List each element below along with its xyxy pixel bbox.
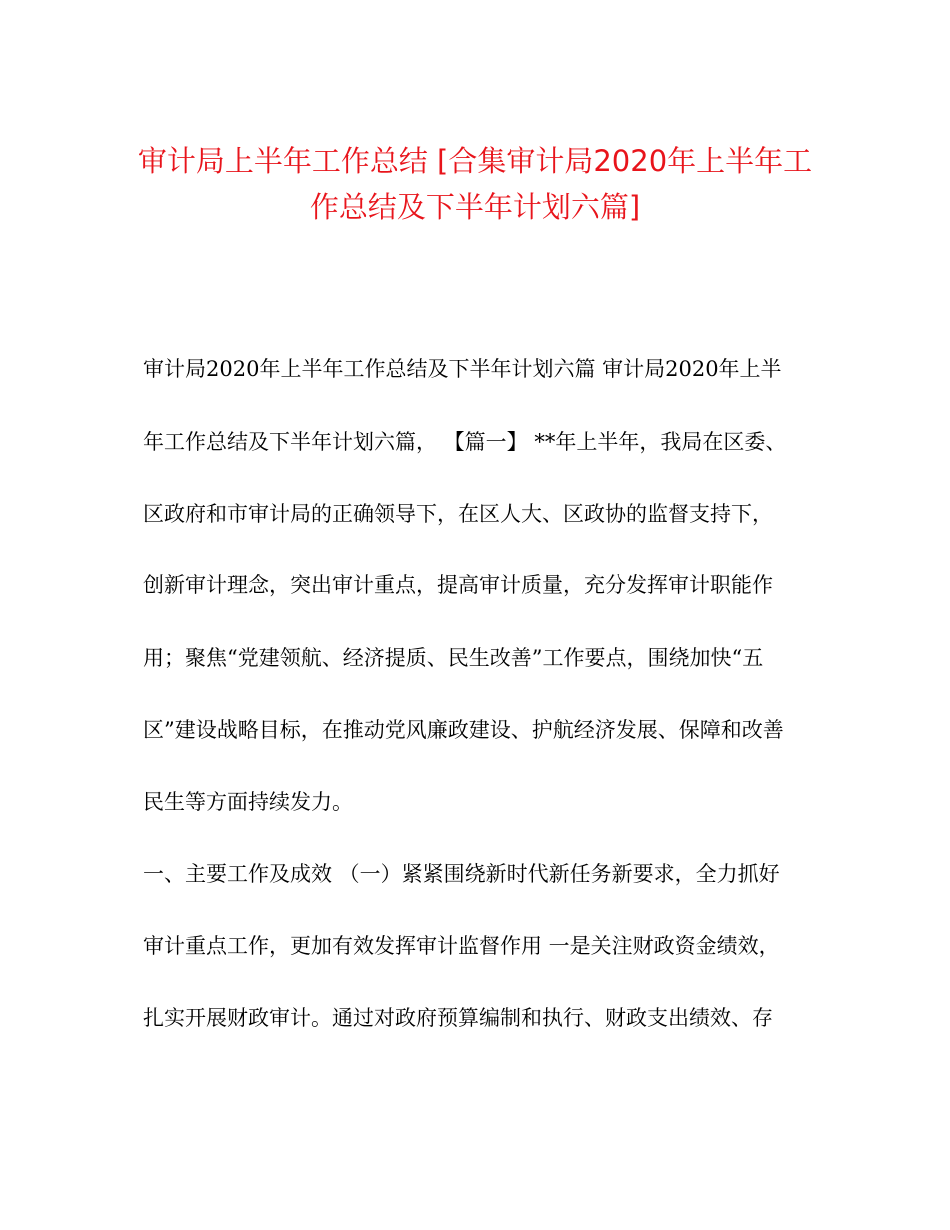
body-text-line-10: 扎实开展财政审计。通过对政府预算编制和执行、财政支出绩效、存 xyxy=(143,1006,773,1030)
body-text-line-6: 区”建设战略目标，在推动党风廉政建设、护航经济发展、保障和改善 xyxy=(143,718,784,742)
body-text-line-7: 民生等方面持续发力。 xyxy=(143,790,353,814)
body-text-line-3: 区政府和市审计局的正确领导下，在区人大、区政协的监督支持下， xyxy=(143,502,773,526)
body-text-line-5: 用；聚焦“党建领航、经济提质、民生改善”工作要点，围绕加快“五 xyxy=(143,646,764,670)
body-text-line-4: 创新审计理念，突出审计重点，提高审计质量，充分发挥审计职能作 xyxy=(143,573,773,597)
document-title-line-2: 作总结及下半年计划六篇] xyxy=(309,190,641,224)
document-title-line-1: 审计局上半年工作总结 [合集审计局2020年上半年工 xyxy=(137,144,813,178)
body-text-line-1: 审计局2020年上半年工作总结及下半年计划六篇 审计局2020年上半 xyxy=(143,357,782,381)
body-text-line-9: 审计重点工作，更加有效发挥审计监督作用 一是关注财政资金绩效， xyxy=(143,934,780,958)
body-text-line-8: 一、主要工作及成效 （一）紧紧围绕新时代新任务新要求，全力抓好 xyxy=(143,862,780,886)
body-text-line-2: 年工作总结及下半年计划六篇， 【篇一】 **年上半年，我局在区委、 xyxy=(143,430,787,454)
